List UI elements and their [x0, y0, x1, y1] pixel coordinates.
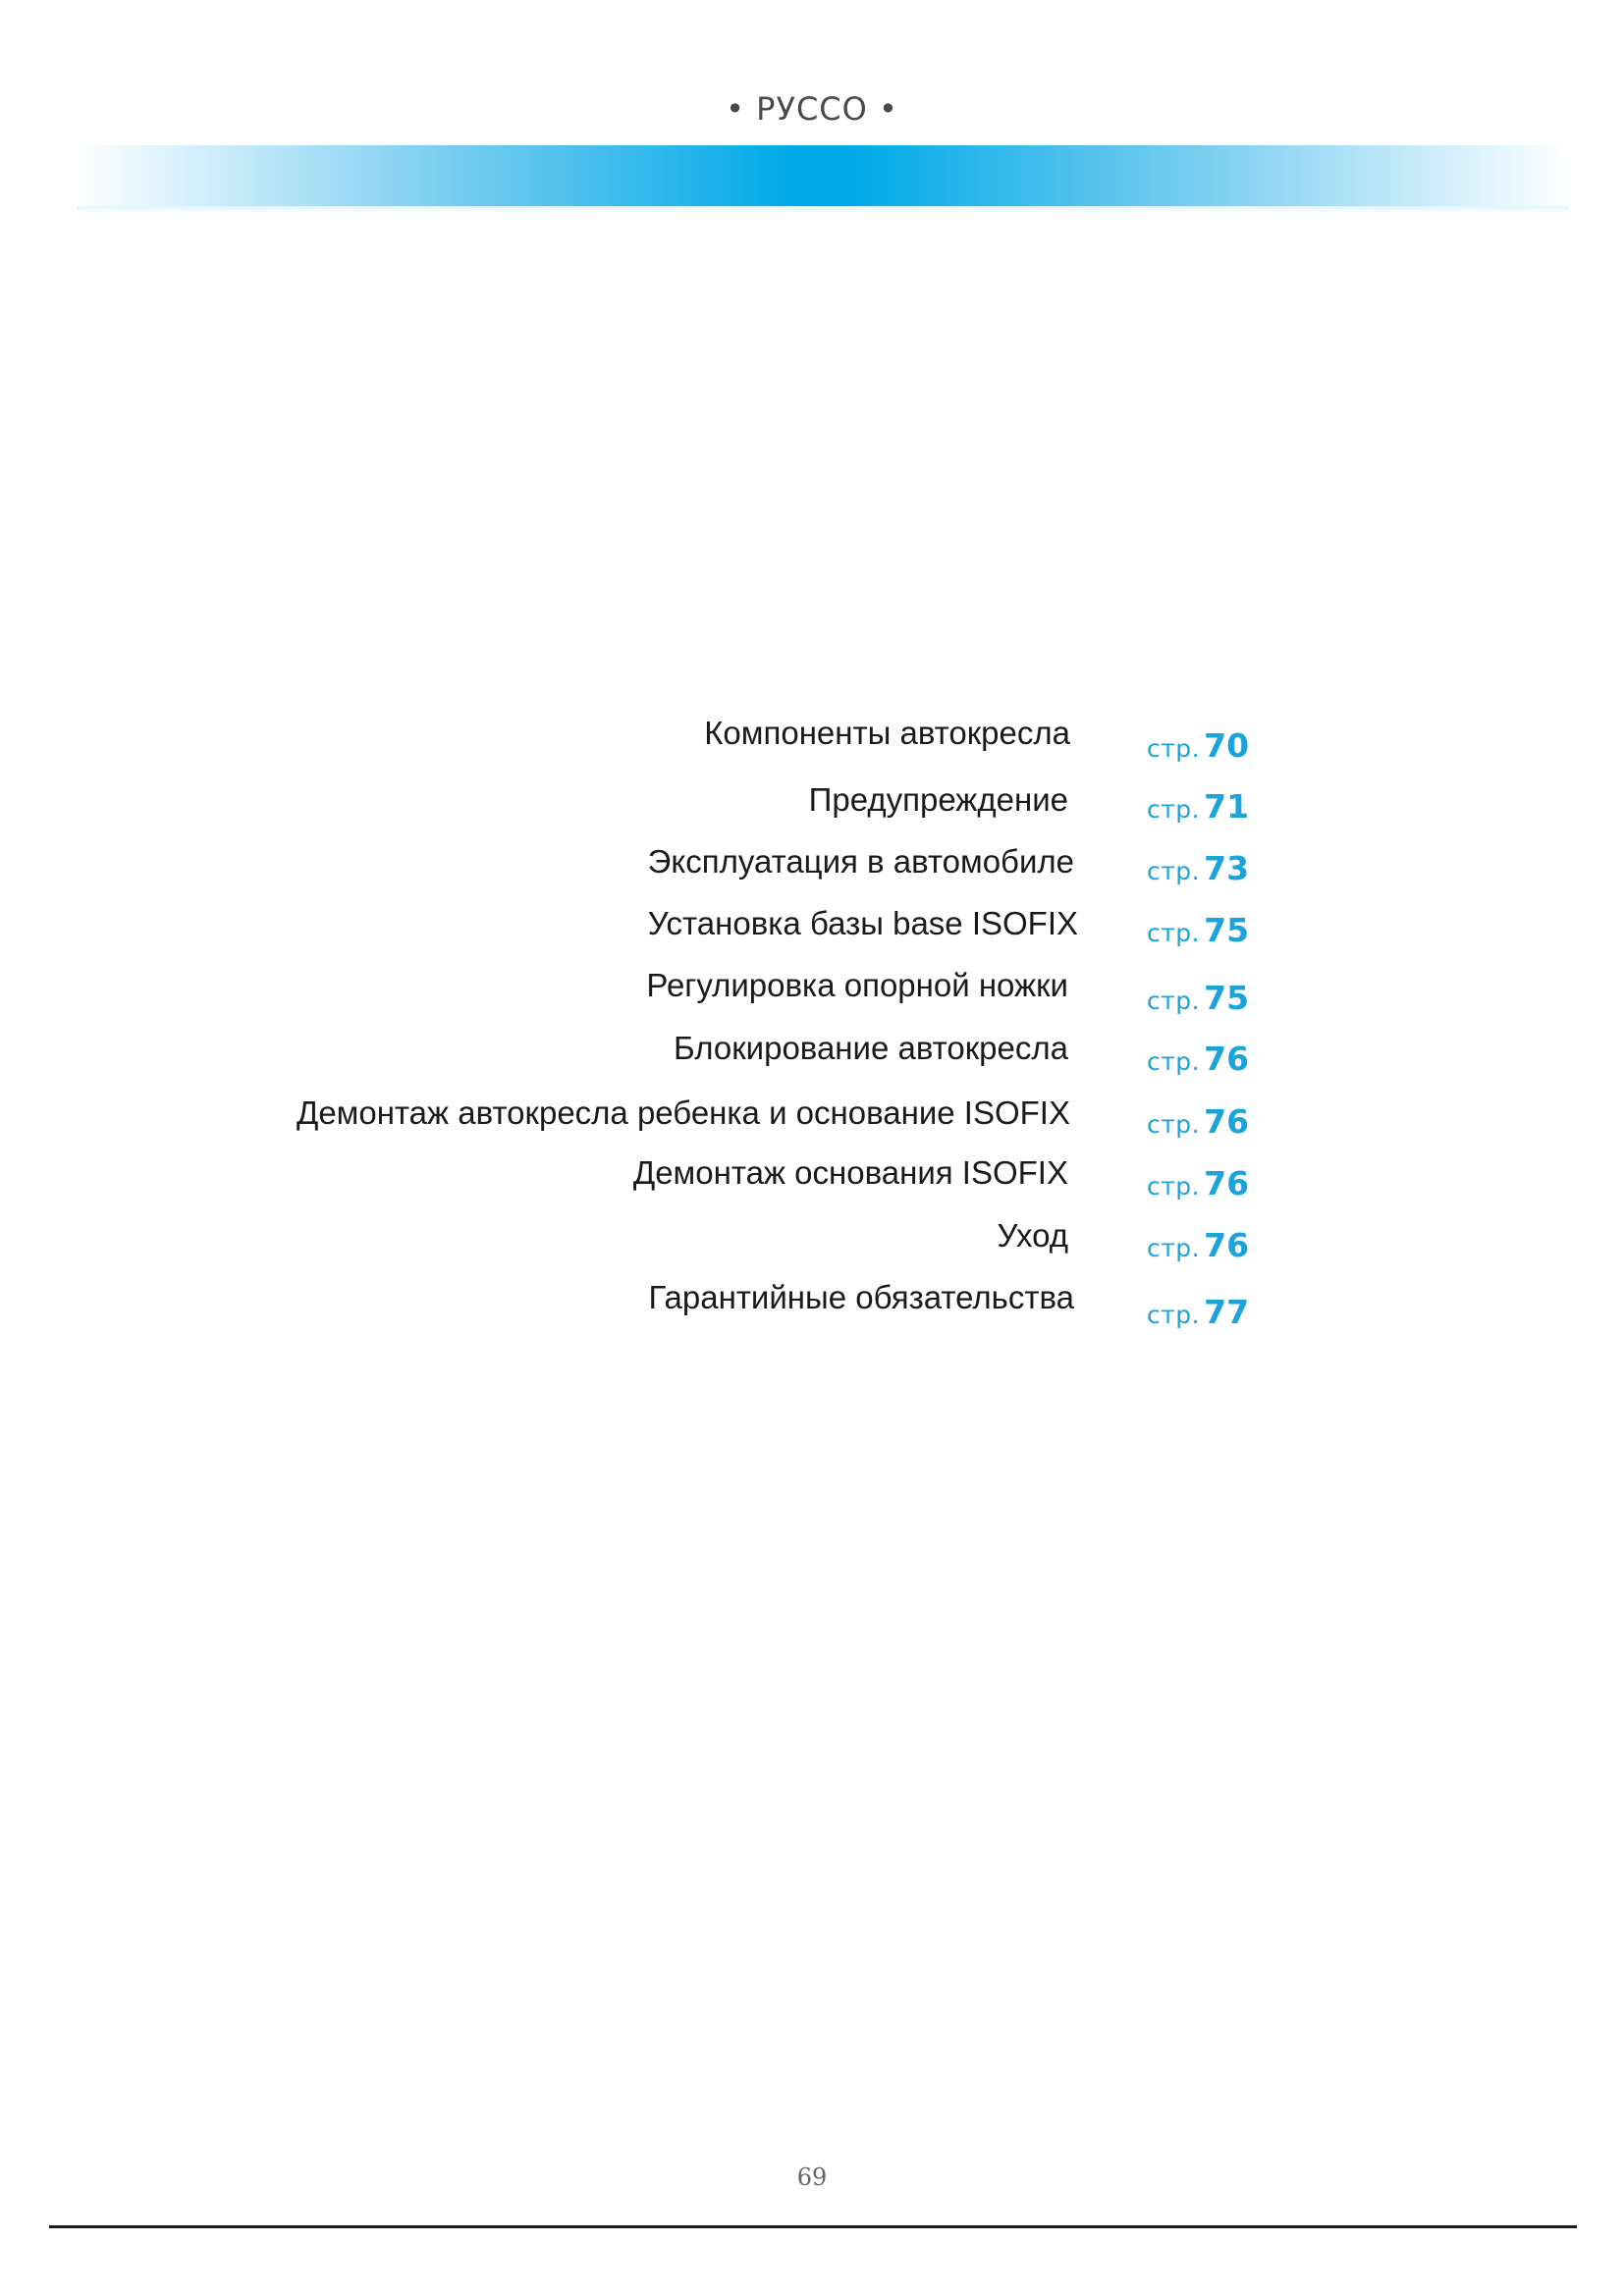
toc-entry-page [1147, 849, 1249, 887]
toc-entry[interactable] [0, 1279, 1624, 1338]
toc-entry-page [1147, 911, 1249, 949]
toc-page-prefix: стр. [1147, 1172, 1201, 1201]
toc-page-number: 77 [1204, 1293, 1250, 1331]
toc-page-number: 76 [1204, 1164, 1250, 1202]
page-number: 69 [796, 2163, 828, 2191]
toc-entry-title: Демонтаж автокресла ребенка и основание ISOFIX [296, 1095, 1070, 1131]
toc-page-prefix: стр. [1147, 919, 1201, 947]
toc-page-prefix: стр. [1147, 795, 1201, 824]
toc-entry-page [1147, 1040, 1249, 1078]
toc-page-prefix: стр. [1147, 1110, 1201, 1139]
toc-entry-page [1147, 1164, 1249, 1202]
toc-page-number: 75 [1204, 911, 1250, 949]
toc-entry-page [1147, 1102, 1249, 1141]
toc-page-number: 75 [1204, 979, 1250, 1017]
toc-page-number: 76 [1204, 1102, 1250, 1141]
toc-entry-title: Установка базы base ISOFIX [647, 905, 1078, 941]
toc-page-prefix: стр. [1147, 734, 1201, 763]
toc-entry-page [1147, 979, 1249, 1017]
section-title: • РУССО • [726, 90, 898, 128]
toc-page-prefix: стр. [1147, 1047, 1201, 1076]
toc-entry[interactable] [0, 1030, 1624, 1089]
toc-entry[interactable] [0, 843, 1624, 902]
toc-entry-title: Блокирование автокресла [673, 1030, 1068, 1066]
toc-entry-title: Эксплуатация в автомобиле [647, 843, 1074, 880]
toc-entry-title: Компоненты автокресла [704, 715, 1070, 751]
toc-entry-title: Регулировка опорной ножки [646, 967, 1068, 1003]
toc-entry[interactable] [0, 1095, 1624, 1153]
toc-page-number: 73 [1204, 849, 1250, 887]
toc-entry-page [1147, 1226, 1249, 1264]
footer-divider [49, 2225, 1577, 2228]
header-gradient-bar [77, 145, 1569, 206]
toc-page-number: 70 [1204, 726, 1250, 765]
toc-entry[interactable] [0, 905, 1624, 964]
toc-entry[interactable] [0, 1154, 1624, 1213]
toc-page-prefix: стр. [1147, 857, 1201, 885]
toc-entry[interactable] [0, 967, 1624, 1026]
toc-entry-title: Демонтаж основания ISOFIX [632, 1154, 1068, 1191]
toc-entry-page [1147, 726, 1249, 765]
toc-entry-title: Предупреждение [808, 781, 1068, 818]
toc-entry-title: Гарантийные обязательства [648, 1279, 1074, 1315]
toc-entry-title: Уход [997, 1217, 1068, 1254]
toc-page-number: 71 [1204, 787, 1250, 826]
toc-page-number: 76 [1204, 1040, 1250, 1078]
toc-page-number: 76 [1204, 1226, 1250, 1264]
toc-entry-page [1147, 1293, 1249, 1331]
toc-entry-page [1147, 787, 1249, 826]
toc-page-prefix: стр. [1147, 1301, 1201, 1329]
toc-page-prefix: стр. [1147, 987, 1201, 1015]
toc-page-prefix: стр. [1147, 1234, 1201, 1262]
toc-entry[interactable] [0, 1217, 1624, 1276]
toc-entry[interactable] [0, 781, 1624, 840]
toc-entry[interactable] [0, 715, 1624, 774]
